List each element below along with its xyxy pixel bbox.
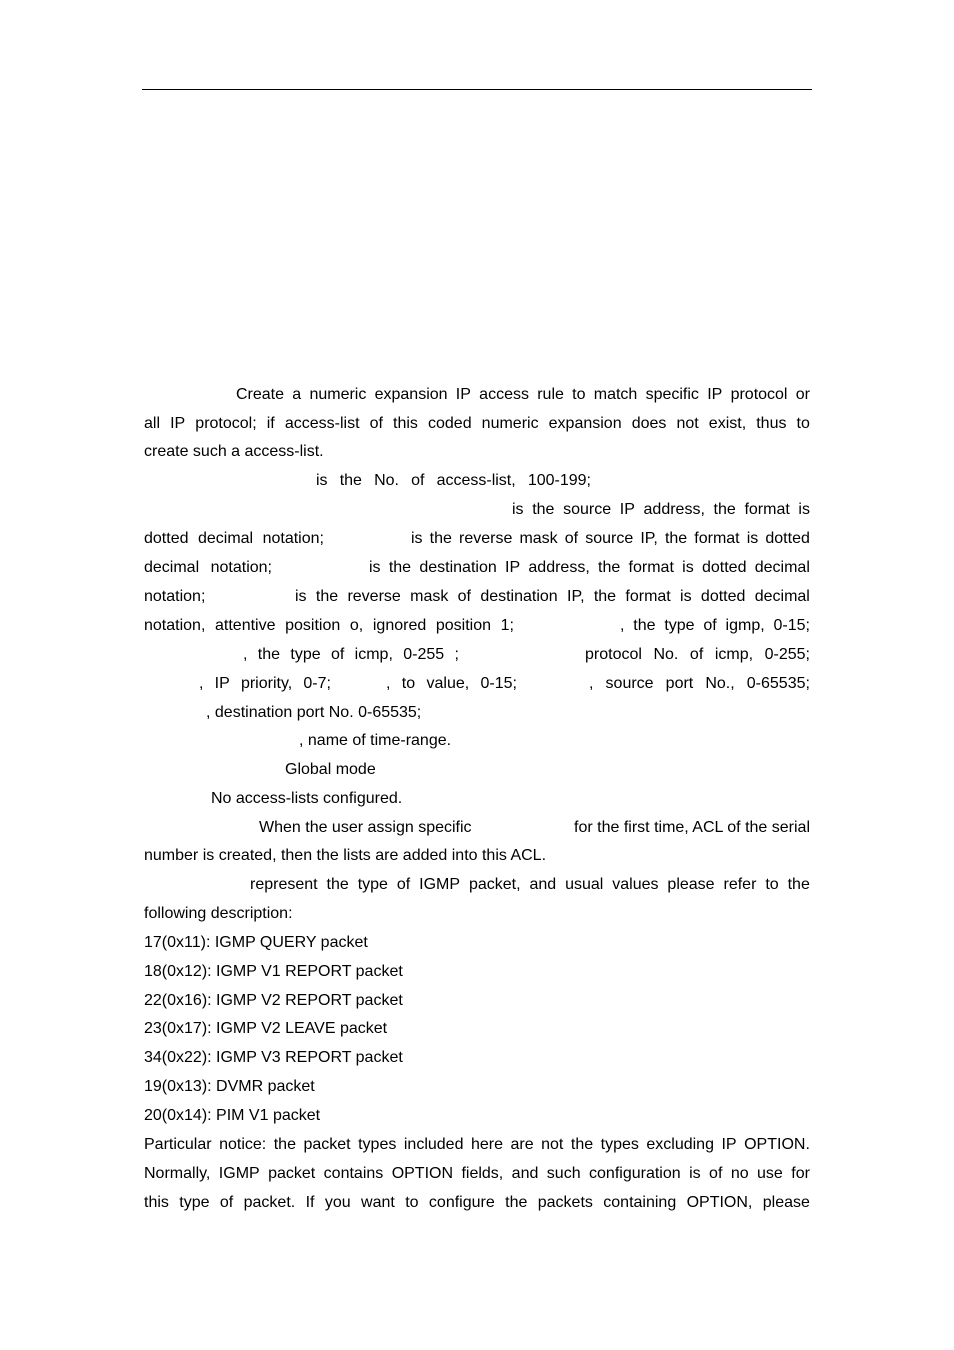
word: of: [457, 588, 471, 605]
word: packets: [537, 1194, 593, 1211]
word: the: [429, 530, 452, 547]
word: is: [682, 559, 694, 576]
word: notation;: [262, 530, 324, 547]
word: ,: [620, 617, 625, 634]
word: and: [511, 1165, 539, 1182]
igmp-type-item: 18(0x12): IGMP V1 REPORT packet: [144, 963, 403, 980]
word: format: [625, 588, 671, 605]
word: types: [600, 1136, 639, 1153]
word: IGMP: [419, 876, 461, 893]
word: the: [273, 1136, 296, 1153]
word: to: [765, 876, 779, 893]
word: mask: [410, 588, 449, 605]
word: dotted: [700, 588, 746, 605]
command-mode-value: Global mode: [285, 761, 376, 778]
word: the: [505, 1194, 528, 1211]
word: No.: [374, 472, 399, 489]
param-icmp-type-desc: [243, 645, 459, 665]
word: values: [612, 876, 659, 893]
word: protocol;: [195, 415, 257, 432]
word: expansion: [374, 386, 448, 403]
word: type: [179, 1194, 210, 1211]
word: numeric: [481, 415, 539, 432]
word: type: [290, 646, 321, 663]
word: igmp,: [725, 617, 765, 634]
word: expansion: [548, 415, 622, 432]
word: or: [795, 386, 810, 403]
word: reverse: [459, 530, 513, 547]
param-igmp-type-desc: [620, 616, 810, 636]
word: fields,: [461, 1165, 504, 1182]
word: rule: [537, 386, 564, 403]
word: to: [405, 1194, 419, 1211]
word: format: [744, 501, 790, 518]
word: IP: [505, 559, 521, 576]
word: 100-199;: [527, 472, 591, 489]
word: No.,: [705, 675, 735, 692]
word: of: [330, 646, 345, 663]
word: decimal: [754, 588, 810, 605]
word: source: [605, 675, 654, 692]
word: the: [787, 876, 810, 893]
word: please: [762, 1194, 810, 1211]
param-line-6-left: [144, 616, 514, 636]
param-line-4-left: [144, 558, 272, 578]
word: of: [369, 415, 383, 432]
word: Normally,: [144, 1165, 211, 1182]
word: value,: [426, 675, 470, 692]
word: dotted: [765, 530, 810, 547]
word: this: [393, 415, 418, 432]
word: o,: [349, 617, 364, 634]
word: of: [396, 876, 411, 893]
word: decimal: [144, 559, 200, 576]
word: specific: [645, 386, 699, 403]
igmp-type-item: 34(0x22): IGMP V3 REPORT packet: [144, 1049, 403, 1066]
word: address,: [643, 501, 705, 518]
word: notation,: [144, 617, 206, 634]
word: attentive: [215, 617, 276, 634]
word: the: [257, 646, 281, 663]
word: 1;: [500, 617, 514, 634]
word: reverse: [347, 588, 401, 605]
word: the: [598, 559, 621, 576]
word: notation;: [144, 588, 206, 605]
word: ;: [454, 646, 459, 663]
word: of: [411, 472, 425, 489]
word: if: [266, 415, 275, 432]
param-dport-desc: , destination port No. 0-65535;: [206, 704, 422, 721]
word: is: [512, 501, 524, 518]
word: is: [746, 530, 759, 547]
word: 0-255: [403, 646, 445, 663]
word: address,: [528, 559, 590, 576]
word: usual: [565, 876, 604, 893]
word: is: [316, 472, 328, 489]
word: dotted: [701, 559, 747, 576]
word: the: [339, 472, 362, 489]
word: not: [676, 415, 699, 432]
word: refer: [723, 876, 757, 893]
param-tos-desc: [386, 674, 517, 694]
page-header-rule: [142, 89, 812, 90]
word: ignored: [372, 617, 427, 634]
word: packet: [303, 1136, 351, 1153]
description-line-1: [236, 385, 810, 405]
word: decimal: [754, 559, 810, 576]
word: notice:: [219, 1136, 267, 1153]
word: access: [479, 386, 529, 403]
word: 0-15;: [773, 617, 810, 634]
word: ,: [386, 675, 391, 692]
param-dmask-desc: [295, 587, 810, 607]
word: notation;: [210, 559, 272, 576]
word: to: [572, 386, 586, 403]
word: of: [564, 530, 579, 547]
word: OPTION.: [744, 1136, 810, 1153]
word: contains: [323, 1165, 384, 1182]
word: IGMP: [218, 1165, 260, 1182]
word: of: [689, 646, 704, 663]
word: packet.: [243, 1194, 296, 1211]
word: are: [510, 1136, 534, 1153]
word: not: [541, 1136, 564, 1153]
word: is: [798, 501, 810, 518]
word: the: [593, 588, 617, 605]
word: protocol: [585, 646, 642, 663]
word: does: [631, 415, 667, 432]
param-sport-desc: [589, 674, 810, 694]
word: the: [326, 876, 349, 893]
word: containing: [603, 1194, 677, 1211]
word: decimal: [197, 530, 254, 547]
param-precedence-desc: [199, 674, 331, 694]
word: IP,: [640, 530, 658, 547]
word: thus: [756, 415, 787, 432]
param-timerange-desc: , name of time-range.: [299, 732, 452, 749]
word: IP: [214, 675, 230, 692]
word: Particular: [144, 1136, 212, 1153]
word: type: [357, 876, 388, 893]
word: IP: [455, 386, 471, 403]
word: included: [403, 1136, 464, 1153]
word: here: [470, 1136, 503, 1153]
word: packet: [268, 1165, 316, 1182]
word: 0-255;: [764, 646, 810, 663]
word: ,: [199, 675, 204, 692]
word: excluding: [646, 1136, 714, 1153]
word: the: [633, 617, 656, 634]
word: If: [305, 1194, 315, 1211]
description-line-3: create such a access-list.: [144, 443, 324, 460]
word: format: [694, 530, 740, 547]
word: source: [563, 501, 612, 518]
word: exist,: [708, 415, 747, 432]
igmp-type-item: 17(0x11): IGMP QUERY packet: [144, 934, 368, 951]
word: 0-7;: [303, 675, 331, 692]
word: destination: [480, 588, 558, 605]
igmp-type-item: 19(0x13): DVMR packet: [144, 1078, 315, 1095]
word: OPTION,: [686, 1194, 753, 1211]
word: OPTION: [391, 1165, 454, 1182]
word: access-list: [284, 415, 360, 432]
word: types: [358, 1136, 397, 1153]
description-line-2: [144, 414, 810, 434]
word: IP: [721, 1136, 737, 1153]
word: want: [361, 1194, 395, 1211]
word: the: [664, 530, 688, 547]
notice-line-1: [144, 1135, 810, 1155]
param-line-3-left: [144, 529, 324, 549]
word: IP: [619, 501, 635, 518]
word: packet,: [468, 876, 521, 893]
word: source: [585, 530, 634, 547]
word: configure: [428, 1194, 495, 1211]
igmp-type-item: 20(0x14): PIM V1 packet: [144, 1107, 321, 1124]
notice-line-3: [144, 1193, 810, 1213]
word: represent: [250, 876, 318, 893]
default-value: No access-lists configured.: [211, 790, 403, 807]
word: IP: [707, 386, 723, 403]
word: coded: [428, 415, 472, 432]
word: is: [295, 588, 307, 605]
word: is: [411, 530, 423, 547]
notice-line-2: [144, 1164, 810, 1184]
word: Create: [236, 386, 285, 403]
word: port: [665, 675, 694, 692]
igmp-type-intro-line-2: following description:: [144, 905, 293, 922]
param-icmp-code-desc: [585, 645, 810, 665]
word: for: [791, 1165, 810, 1182]
word: IP: [170, 415, 186, 432]
param-smask-desc: [411, 529, 810, 549]
param-line-5-left: [144, 587, 209, 607]
word: a: [292, 386, 302, 403]
usage-line-2: number is created, then the lists are added into this ACL.: [144, 847, 547, 864]
word: No.: [653, 646, 679, 663]
word: 0-15;: [480, 675, 517, 692]
word: access-list,: [436, 472, 516, 489]
word: 0-65535;: [746, 675, 810, 692]
word: IP,: [567, 588, 585, 605]
word: the: [713, 501, 736, 518]
word: is: [680, 588, 692, 605]
param-num-desc: [316, 471, 591, 491]
word: of: [709, 1165, 723, 1182]
param-dip-desc: [369, 558, 810, 578]
word: all: [144, 415, 161, 432]
igmp-type-intro-line-1: [250, 875, 810, 895]
word: priority,: [240, 675, 293, 692]
word: ,: [589, 675, 594, 692]
word: the: [570, 1136, 594, 1153]
word: format: [628, 559, 674, 576]
word: and: [529, 876, 557, 893]
word: is: [689, 1165, 701, 1182]
usage-line-1-end: for the first time, ACL of the serial: [574, 819, 810, 836]
word: the: [532, 501, 555, 518]
word: position: [285, 617, 341, 634]
word: numeric: [309, 386, 367, 403]
word: icmp,: [354, 646, 393, 663]
igmp-type-item: 22(0x16): IGMP V2 REPORT packet: [144, 992, 403, 1009]
word: destination: [419, 559, 497, 576]
usage-line-1-start: When the user assign specific: [259, 819, 472, 836]
word: no: [730, 1165, 749, 1182]
word: to: [401, 675, 416, 692]
word: type: [664, 617, 695, 634]
word: the: [315, 588, 339, 605]
word: mask: [519, 530, 558, 547]
word: match: [593, 386, 638, 403]
word: the: [388, 559, 412, 576]
word: is: [369, 559, 381, 576]
word: use: [757, 1165, 783, 1182]
word: such: [546, 1165, 581, 1182]
word: position: [435, 617, 492, 634]
param-sip-desc: [512, 500, 810, 520]
word: please: [667, 876, 715, 893]
word: this: [144, 1194, 169, 1211]
word: of: [703, 617, 717, 634]
word: configuration: [589, 1165, 681, 1182]
igmp-type-item: 23(0x17): IGMP V2 LEAVE packet: [144, 1020, 388, 1037]
word: dotted: [144, 530, 189, 547]
word: to: [796, 415, 810, 432]
word: you: [324, 1194, 351, 1211]
word: icmp,: [714, 646, 754, 663]
word: ,: [243, 646, 248, 663]
word: of: [219, 1194, 234, 1211]
word: protocol: [730, 386, 788, 403]
